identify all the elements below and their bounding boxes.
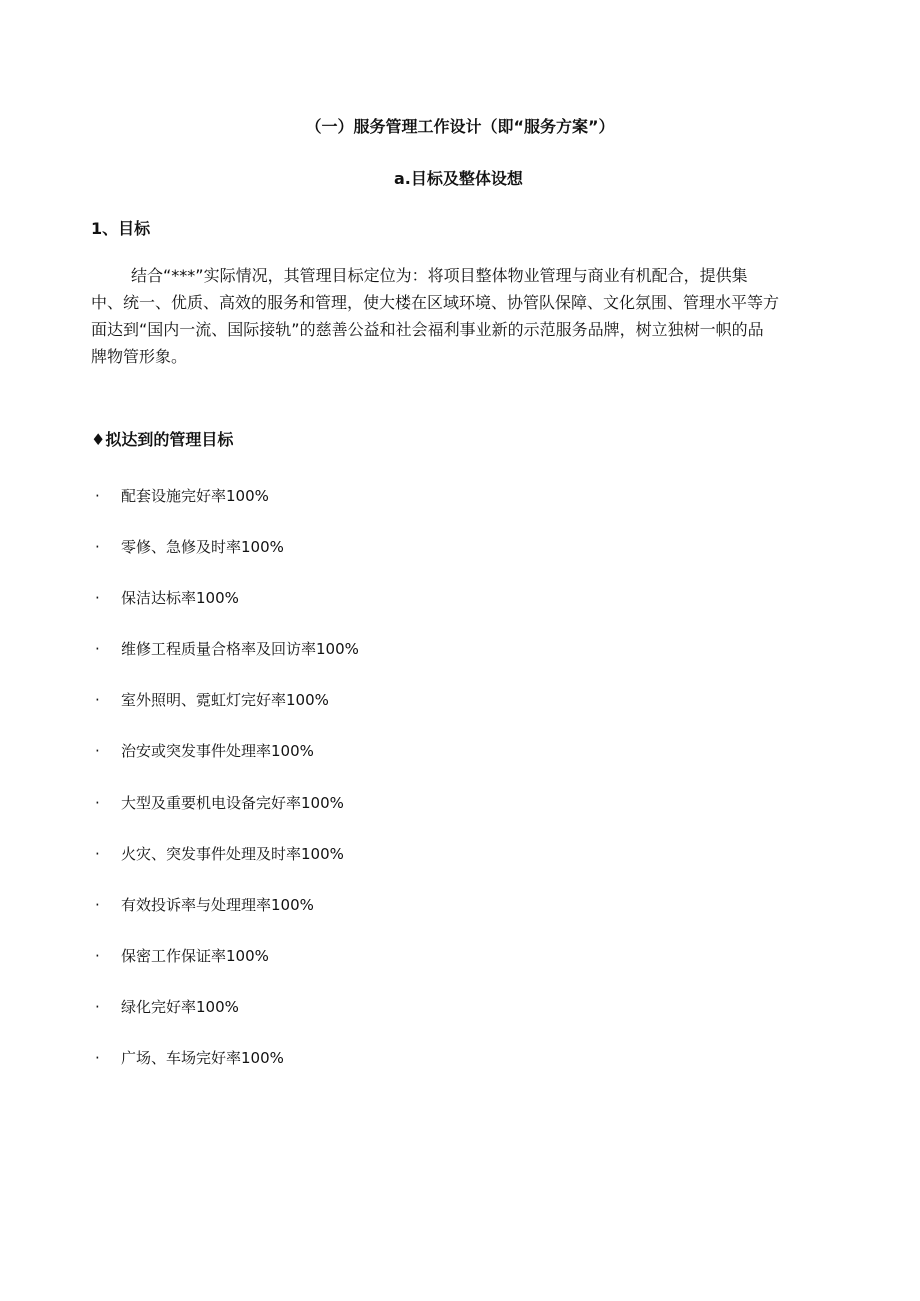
bullet-icon: · bbox=[95, 793, 100, 812]
goal-text: 零修、急修及时率100% bbox=[121, 538, 284, 557]
paragraph-line: 牌物管形象。 bbox=[91, 347, 188, 366]
list-item bbox=[91, 793, 359, 844]
bullet-icon: · bbox=[95, 742, 100, 761]
bullet-icon: · bbox=[95, 997, 100, 1016]
list-item bbox=[91, 946, 359, 997]
list-item bbox=[91, 895, 359, 946]
bullet-icon: · bbox=[95, 1049, 100, 1068]
goals-list bbox=[91, 486, 359, 1099]
goal-text: 火灾、突发事件处理及时率100% bbox=[121, 844, 344, 863]
list-item bbox=[91, 1048, 359, 1099]
goal-text: 广场、车场完好率100% bbox=[121, 1049, 284, 1068]
goal-text: 有效投诉率与处理理率100% bbox=[121, 895, 314, 914]
list-item bbox=[91, 588, 359, 639]
list-item bbox=[91, 844, 359, 895]
goals-heading: ♦拟达到的管理目标 bbox=[91, 430, 234, 449]
section-heading: 1、目标 bbox=[91, 219, 151, 238]
document-title: （一）服务管理工作设计（即“服务方案”） bbox=[305, 117, 615, 136]
paragraph-line: 中、统一、优质、高效的服务和管理，使大楼在区域环境、协管队保障、文化氛围、管理水平等方 bbox=[91, 293, 780, 312]
goal-text: 绿化完好率100% bbox=[121, 997, 239, 1016]
list-item bbox=[91, 639, 359, 690]
bullet-icon: · bbox=[95, 946, 100, 965]
list-item bbox=[91, 997, 359, 1048]
list-item bbox=[91, 690, 359, 741]
bullet-icon: · bbox=[95, 640, 100, 659]
goal-text: 保洁达标率100% bbox=[121, 589, 239, 608]
paragraph-line: 面达到“国内一流、国际接轨”的慈善公益和社会福利事业新的示范服务品牌，树立独树一帜的品 bbox=[91, 320, 764, 339]
paragraph-line: 结合“***”实际情况，其管理目标定位为：将项目整体物业管理与商业有机配合，提供集 bbox=[131, 266, 748, 285]
goal-text: 治安或突发事件处理率100% bbox=[121, 742, 314, 761]
bullet-icon: · bbox=[95, 844, 100, 863]
goal-text: 维修工程质量合格率及回访率100% bbox=[121, 640, 359, 659]
bullet-icon: · bbox=[95, 538, 100, 557]
list-item bbox=[91, 486, 359, 537]
bullet-icon: · bbox=[95, 691, 100, 710]
goal-text: 保密工作保证率100% bbox=[121, 946, 269, 965]
document-subtitle: a.目标及整体设想 bbox=[394, 169, 523, 188]
goal-text: 室外照明、霓虹灯完好率100% bbox=[121, 691, 329, 710]
bullet-icon: · bbox=[95, 895, 100, 914]
bullet-icon: · bbox=[95, 589, 100, 608]
bullet-icon: · bbox=[95, 487, 100, 505]
list-item bbox=[91, 537, 359, 588]
goal-text: 大型及重要机电设备完好率100% bbox=[121, 793, 344, 812]
goal-paragraph bbox=[91, 262, 831, 370]
goal-text: 配套设施完好率100% bbox=[121, 487, 269, 505]
list-item bbox=[91, 741, 359, 792]
